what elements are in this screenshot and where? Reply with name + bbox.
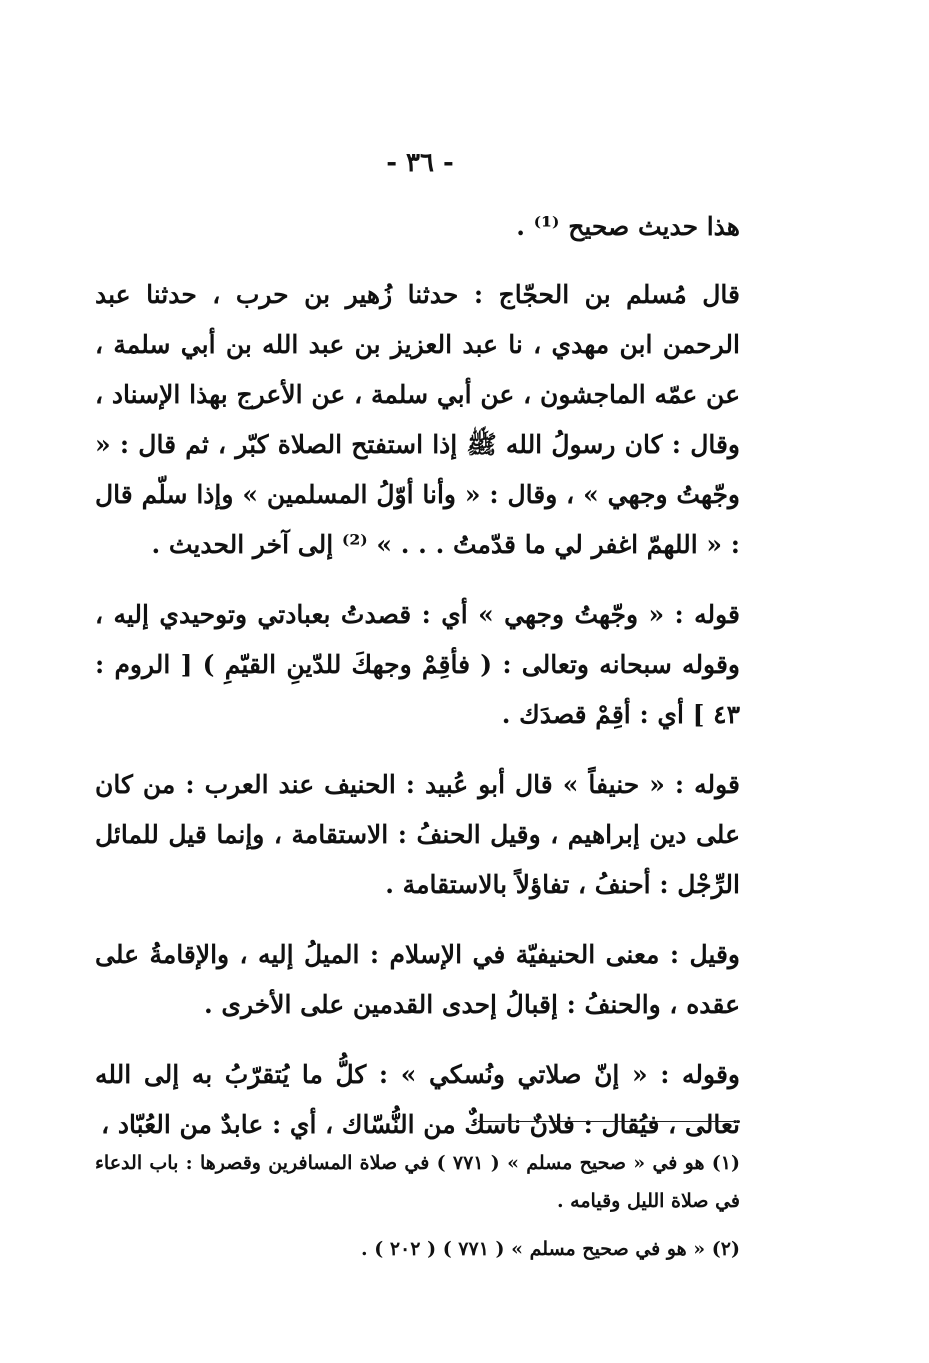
paragraph: قال مُسلم بن الحجّاج : حدثنا زُهير بن حرب ، حدثنا عبد الرحمن ابن مهدي ، نا عبد العزيز بن عبد الله بن أبي سلمة ، عن عمّه الماجشون ، عن أبي سلمة ، عن الأعرج بهذا الإسناد ، وقال : كان رسولُ الله ﷺ إذا استفتح الصلاة كبّر ، ثم قال : « وجّهتُ وجهي » ، وقال : « وأنا أوّلُ المسلمين » وإذا سلّم قال : « اللهمّ اغفر لي ما قدّمتُ . . . » ⁽²⁾ إلى آخر الحديث . [95,280,740,559]
paragraph: قوله : « وجّهتُ وجهي » أي : قصدتُ بعبادتي وتوحيدي إليه ، وقوله سبحانه وتعالى : ( فأقِمْ وجهكَ للدّينِ القيّمِ ) [ الروم : ٤٣ ] أي : أقِمْ قصدَك . [95,600,740,729]
paragraph: وقيل : معنى الحنيفيّة في الإسلام : الميلُ إليه ، والإقامةُ على عقده ، والحنفُ : إقبالُ إحدى القدمين على الأخرى . [95,940,740,1019]
paragraph: هذا حديث صحيح ⁽¹⁾ . [516,212,740,241]
paragraph: قوله : « حنيفاً » قال أبو عُبيد : الحنيف عند العرب : من كان على دين إبراهيم ، وقيل الحنفُ : الاستقامة ، وإنما قيل للمائل الرِّجْل : أحنفُ ، تفاؤلاً بالاستقامة . [95,770,740,899]
footnote-divider [478,1121,740,1122]
main-text [95,202,740,1170]
footnote: (٢) « هو في صحيح مسلم » ( ٧٧١ ) ( ٢٠٢ ) . [361,1238,740,1260]
footnote: (١) هو في « صحيح مسلم » ( ٧٧١ ) في صلاة المسافرين وقصرها : باب الدعاء في صلاة الليل وقيامه . [95,1152,741,1212]
paragraph: وقوله : « إنّ صلاتي ونُسكي » : كلُّ ما يُتقرّبُ به إلى الله تعالى ، فيُقال : فلانٌ ناسكٌ من النُّسّاك ، أي : عابدٌ من العُبّاد ، [95,1060,740,1139]
footnotes [95,1144,740,1278]
page-number: - ٣٦ - [386,148,454,178]
